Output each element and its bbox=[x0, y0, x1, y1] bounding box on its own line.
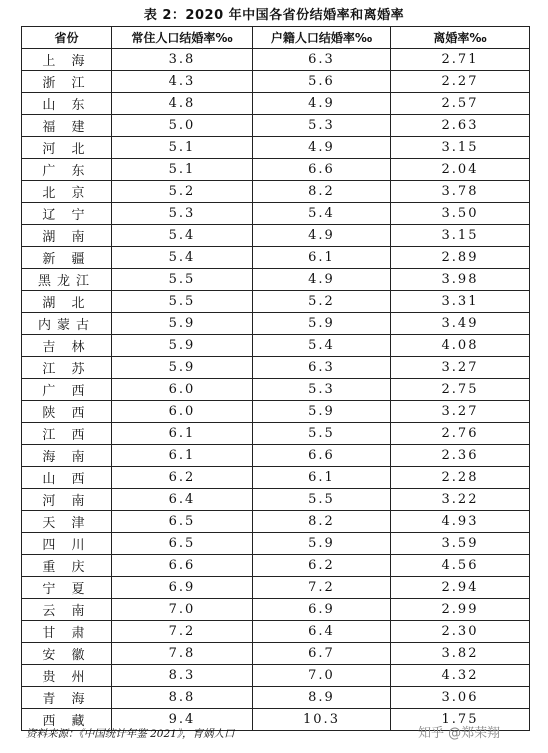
province-cell: 江 苏 bbox=[22, 357, 112, 379]
province-cell: 重 庆 bbox=[22, 555, 112, 577]
divorce-rate-cell: 3.82 bbox=[391, 643, 530, 665]
table-row bbox=[22, 159, 530, 181]
resident-marriage-rate-cell: 6.0 bbox=[112, 401, 253, 423]
divorce-rate-cell: 3.27 bbox=[391, 401, 530, 423]
table-row bbox=[22, 599, 530, 621]
resident-marriage-rate-cell: 6.9 bbox=[112, 577, 253, 599]
table-row bbox=[22, 203, 530, 225]
registered-marriage-rate-cell: 6.1 bbox=[253, 467, 391, 489]
divorce-rate-cell: 2.89 bbox=[391, 247, 530, 269]
divorce-rate-cell: 4.08 bbox=[391, 335, 530, 357]
resident-marriage-rate-cell: 4.8 bbox=[112, 93, 253, 115]
table-row bbox=[22, 181, 530, 203]
divorce-rate-cell: 3.98 bbox=[391, 269, 530, 291]
province-cell: 新 疆 bbox=[22, 247, 112, 269]
resident-marriage-rate-cell: 9.4 bbox=[112, 709, 253, 731]
divorce-rate-cell: 2.28 bbox=[391, 467, 530, 489]
registered-marriage-rate-cell: 5.9 bbox=[253, 313, 391, 335]
divorce-rate-cell: 3.15 bbox=[391, 137, 530, 159]
divorce-rate-cell: 3.49 bbox=[391, 313, 530, 335]
divorce-rate-cell: 3.22 bbox=[391, 489, 530, 511]
province-cell: 河 南 bbox=[22, 489, 112, 511]
registered-marriage-rate-cell: 5.5 bbox=[253, 489, 391, 511]
province-cell: 河 北 bbox=[22, 137, 112, 159]
province-cell: 西 藏 bbox=[22, 709, 112, 731]
registered-marriage-rate-cell: 8.2 bbox=[253, 511, 391, 533]
province-cell: 北 京 bbox=[22, 181, 112, 203]
divorce-rate-cell: 2.30 bbox=[391, 621, 530, 643]
watermark: 知乎 @郑荣翔 bbox=[418, 726, 501, 741]
registered-marriage-rate-cell: 6.4 bbox=[253, 621, 391, 643]
registered-marriage-rate-cell: 6.1 bbox=[253, 247, 391, 269]
resident-marriage-rate-cell: 5.1 bbox=[112, 137, 253, 159]
resident-marriage-rate-cell: 6.5 bbox=[112, 511, 253, 533]
divorce-rate-cell: 3.15 bbox=[391, 225, 530, 247]
table-row bbox=[22, 665, 530, 687]
registered-marriage-rate-cell: 6.9 bbox=[253, 599, 391, 621]
resident-marriage-rate-cell: 5.9 bbox=[112, 313, 253, 335]
province-cell: 天 津 bbox=[22, 511, 112, 533]
divorce-rate-cell: 2.94 bbox=[391, 577, 530, 599]
registered-marriage-rate-cell: 5.9 bbox=[253, 401, 391, 423]
province-cell: 云 南 bbox=[22, 599, 112, 621]
divorce-rate-cell: 2.63 bbox=[391, 115, 530, 137]
divorce-rate-cell: 3.06 bbox=[391, 687, 530, 709]
province-cell: 江 西 bbox=[22, 423, 112, 445]
table-row bbox=[22, 511, 530, 533]
province-cell: 福 建 bbox=[22, 115, 112, 137]
registered-marriage-rate-cell: 5.6 bbox=[253, 71, 391, 93]
divorce-rate-cell: 4.32 bbox=[391, 665, 530, 687]
table-row bbox=[22, 555, 530, 577]
table-row bbox=[22, 313, 530, 335]
resident-marriage-rate-cell: 8.8 bbox=[112, 687, 253, 709]
resident-marriage-rate-cell: 5.0 bbox=[112, 115, 253, 137]
table-row bbox=[22, 379, 530, 401]
divorce-rate-cell: 2.36 bbox=[391, 445, 530, 467]
resident-marriage-rate-cell: 5.5 bbox=[112, 269, 253, 291]
header-registered-marriage-rate: 户籍人口结婚率‰ bbox=[253, 27, 391, 49]
registered-marriage-rate-cell: 6.6 bbox=[253, 159, 391, 181]
table-row bbox=[22, 71, 530, 93]
resident-marriage-rate-cell: 5.2 bbox=[112, 181, 253, 203]
table-row bbox=[22, 269, 530, 291]
divorce-rate-cell: 3.27 bbox=[391, 357, 530, 379]
resident-marriage-rate-cell: 5.4 bbox=[112, 225, 253, 247]
registered-marriage-rate-cell: 6.6 bbox=[253, 445, 391, 467]
header-row bbox=[22, 27, 530, 49]
province-cell: 安 徽 bbox=[22, 643, 112, 665]
registered-marriage-rate-cell: 4.9 bbox=[253, 269, 391, 291]
divorce-rate-cell: 2.57 bbox=[391, 93, 530, 115]
province-cell: 吉 林 bbox=[22, 335, 112, 357]
registered-marriage-rate-cell: 7.2 bbox=[253, 577, 391, 599]
province-cell: 黑龙江 bbox=[22, 269, 112, 291]
province-cell: 四 川 bbox=[22, 533, 112, 555]
registered-marriage-rate-cell: 5.4 bbox=[253, 203, 391, 225]
registered-marriage-rate-cell: 5.3 bbox=[253, 379, 391, 401]
registered-marriage-rate-cell: 6.7 bbox=[253, 643, 391, 665]
registered-marriage-rate-cell: 8.9 bbox=[253, 687, 391, 709]
table-row bbox=[22, 401, 530, 423]
table-row bbox=[22, 467, 530, 489]
registered-marriage-rate-cell: 6.2 bbox=[253, 555, 391, 577]
divorce-rate-cell: 2.71 bbox=[391, 49, 530, 71]
resident-marriage-rate-cell: 6.4 bbox=[112, 489, 253, 511]
province-cell: 辽 宁 bbox=[22, 203, 112, 225]
province-cell: 湖 北 bbox=[22, 291, 112, 313]
resident-marriage-rate-cell: 6.5 bbox=[112, 533, 253, 555]
province-cell: 上 海 bbox=[22, 49, 112, 71]
divorce-rate-cell: 3.78 bbox=[391, 181, 530, 203]
province-cell: 宁 夏 bbox=[22, 577, 112, 599]
province-cell: 海 南 bbox=[22, 445, 112, 467]
registered-marriage-rate-cell: 5.2 bbox=[253, 291, 391, 313]
resident-marriage-rate-cell: 7.0 bbox=[112, 599, 253, 621]
table-body bbox=[22, 49, 530, 731]
registered-marriage-rate-cell: 5.5 bbox=[253, 423, 391, 445]
marriage-divorce-table bbox=[21, 26, 530, 731]
table-row bbox=[22, 445, 530, 467]
table-row bbox=[22, 687, 530, 709]
resident-marriage-rate-cell: 8.3 bbox=[112, 665, 253, 687]
divorce-rate-cell: 2.04 bbox=[391, 159, 530, 181]
resident-marriage-rate-cell: 7.2 bbox=[112, 621, 253, 643]
province-cell: 甘 肃 bbox=[22, 621, 112, 643]
resident-marriage-rate-cell: 6.2 bbox=[112, 467, 253, 489]
table-row bbox=[22, 137, 530, 159]
table-row bbox=[22, 225, 530, 247]
header-province: 省份 bbox=[22, 27, 112, 49]
province-cell: 贵 州 bbox=[22, 665, 112, 687]
province-cell: 广 东 bbox=[22, 159, 112, 181]
province-cell: 广 西 bbox=[22, 379, 112, 401]
registered-marriage-rate-cell: 5.4 bbox=[253, 335, 391, 357]
table-row bbox=[22, 247, 530, 269]
registered-marriage-rate-cell: 4.9 bbox=[253, 225, 391, 247]
province-cell: 青 海 bbox=[22, 687, 112, 709]
registered-marriage-rate-cell: 6.3 bbox=[253, 49, 391, 71]
table-row bbox=[22, 93, 530, 115]
divorce-rate-cell: 4.56 bbox=[391, 555, 530, 577]
registered-marriage-rate-cell: 4.9 bbox=[253, 137, 391, 159]
table-row bbox=[22, 577, 530, 599]
resident-marriage-rate-cell: 5.9 bbox=[112, 335, 253, 357]
registered-marriage-rate-cell: 10.3 bbox=[253, 709, 391, 731]
resident-marriage-rate-cell: 4.3 bbox=[112, 71, 253, 93]
divorce-rate-cell: 2.75 bbox=[391, 379, 530, 401]
divorce-rate-cell: 4.93 bbox=[391, 511, 530, 533]
registered-marriage-rate-cell: 5.3 bbox=[253, 115, 391, 137]
province-cell: 湖 南 bbox=[22, 225, 112, 247]
divorce-rate-cell: 2.27 bbox=[391, 71, 530, 93]
resident-marriage-rate-cell: 5.3 bbox=[112, 203, 253, 225]
resident-marriage-rate-cell: 5.5 bbox=[112, 291, 253, 313]
registered-marriage-rate-cell: 6.3 bbox=[253, 357, 391, 379]
table-title: 表 2：2020 年中国各省份结婚率和离婚率 bbox=[143, 8, 405, 23]
table-row bbox=[22, 621, 530, 643]
province-cell: 山 西 bbox=[22, 467, 112, 489]
table-row bbox=[22, 489, 530, 511]
divorce-rate-cell: 2.99 bbox=[391, 599, 530, 621]
divorce-rate-cell: 3.59 bbox=[391, 533, 530, 555]
registered-marriage-rate-cell: 4.9 bbox=[253, 93, 391, 115]
resident-marriage-rate-cell: 3.8 bbox=[112, 49, 253, 71]
resident-marriage-rate-cell: 6.1 bbox=[112, 445, 253, 467]
divorce-rate-cell: 2.76 bbox=[391, 423, 530, 445]
divorce-rate-cell: 1.75 bbox=[391, 709, 530, 731]
registered-marriage-rate-cell: 7.0 bbox=[253, 665, 391, 687]
table-row bbox=[22, 335, 530, 357]
table-row bbox=[22, 291, 530, 313]
province-cell: 内蒙古 bbox=[22, 313, 112, 335]
registered-marriage-rate-cell: 5.9 bbox=[253, 533, 391, 555]
province-cell: 浙 江 bbox=[22, 71, 112, 93]
header-divorce-rate: 离婚率‰ bbox=[391, 27, 530, 49]
province-cell: 山 东 bbox=[22, 93, 112, 115]
table-row bbox=[22, 49, 530, 71]
province-cell: 陕 西 bbox=[22, 401, 112, 423]
divorce-rate-cell: 3.50 bbox=[391, 203, 530, 225]
registered-marriage-rate-cell: 8.2 bbox=[253, 181, 391, 203]
resident-marriage-rate-cell: 7.8 bbox=[112, 643, 253, 665]
resident-marriage-rate-cell: 6.6 bbox=[112, 555, 253, 577]
table-row bbox=[22, 643, 530, 665]
table-row bbox=[22, 533, 530, 555]
resident-marriage-rate-cell: 5.9 bbox=[112, 357, 253, 379]
table-row bbox=[22, 115, 530, 137]
source-note: 资料来源：《中国统计年鉴 2021》，育娲人口 bbox=[26, 728, 235, 740]
resident-marriage-rate-cell: 5.4 bbox=[112, 247, 253, 269]
table-row bbox=[22, 357, 530, 379]
divorce-rate-cell: 3.31 bbox=[391, 291, 530, 313]
table-row bbox=[22, 423, 530, 445]
header-resident-marriage-rate: 常住人口结婚率‰ bbox=[112, 27, 253, 49]
resident-marriage-rate-cell: 6.0 bbox=[112, 379, 253, 401]
resident-marriage-rate-cell: 5.1 bbox=[112, 159, 253, 181]
resident-marriage-rate-cell: 6.1 bbox=[112, 423, 253, 445]
